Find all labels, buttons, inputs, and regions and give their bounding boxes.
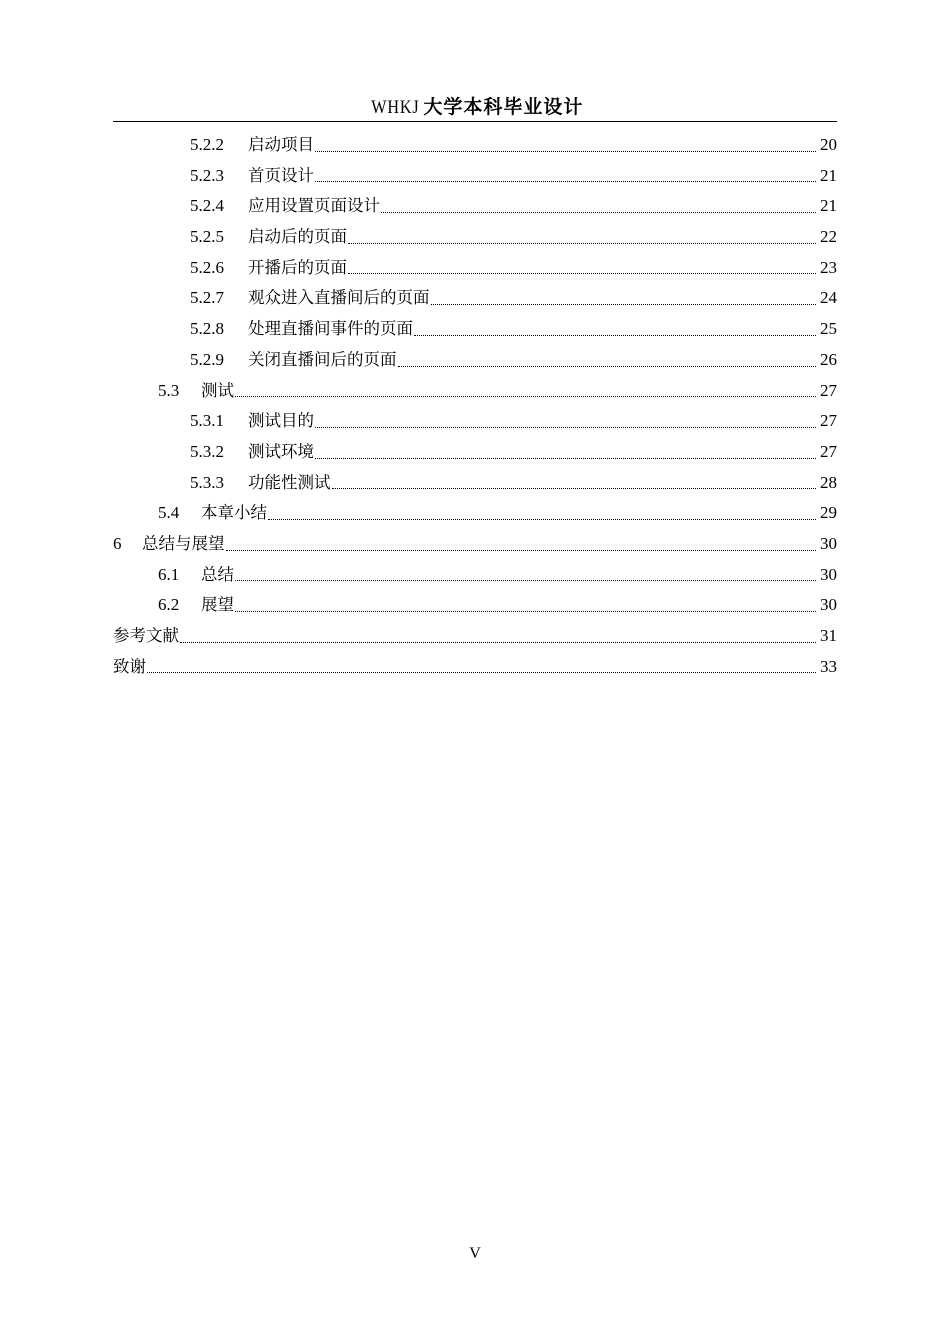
- toc-entry-title: 总结: [201, 564, 234, 584]
- toc-entry[interactable]: [113, 222, 837, 253]
- toc-entry-page: 27: [820, 380, 837, 400]
- toc-entry-page: 30: [820, 564, 837, 584]
- toc-dot-leader: [348, 273, 816, 274]
- toc-entry-number: 5.2.4: [190, 196, 224, 216]
- toc-entry-title: 应用设置页面设计: [248, 196, 380, 216]
- toc-dot-leader: [381, 212, 816, 213]
- toc-entry[interactable]: [113, 314, 837, 345]
- toc-entry-title: 关闭直播间后的页面: [248, 349, 397, 369]
- toc-dot-leader: [332, 488, 817, 489]
- toc-dot-leader: [315, 151, 816, 152]
- toc-entry-page: 27: [820, 411, 837, 431]
- toc-entry-title: 展望: [201, 595, 234, 615]
- toc-dot-leader: [226, 550, 817, 551]
- toc-dot-leader: [348, 243, 816, 244]
- toc-entry[interactable]: [113, 560, 837, 591]
- toc-entry-number: 5.2.3: [190, 165, 224, 185]
- toc-entry-title: 测试环境: [248, 441, 314, 461]
- toc-entry-page: 24: [820, 288, 837, 308]
- toc-entry[interactable]: [113, 406, 837, 437]
- toc-dot-leader: [431, 304, 817, 305]
- toc-dot-leader: [180, 642, 816, 643]
- toc-entry-title: 致谢: [113, 656, 146, 676]
- toc-entry-title: 测试目的: [248, 411, 314, 431]
- toc-entry-number: 5.3.2: [190, 441, 224, 461]
- toc-entry-title: 启动后的页面: [248, 227, 347, 247]
- toc-entry-number: 5.3.3: [190, 472, 224, 492]
- toc-entry[interactable]: [113, 652, 837, 683]
- toc-dot-leader: [398, 366, 817, 367]
- toc-entry-title: 启动项目: [248, 135, 314, 154]
- toc-dot-leader: [315, 181, 816, 182]
- toc-entry-page: 22: [820, 227, 837, 247]
- page-header: [113, 93, 837, 122]
- toc-entry-title: 总结与展望: [142, 533, 225, 553]
- page-number: V: [469, 1245, 481, 1262]
- toc-entry-page: 30: [820, 595, 837, 615]
- toc-entry-number: 5.4: [158, 503, 180, 523]
- toc-entry-number: 5.2.2: [190, 135, 224, 154]
- toc-entry[interactable]: [113, 283, 837, 314]
- toc-entry-number: 6.1: [158, 564, 180, 584]
- toc-entry-number: 5.3: [158, 380, 180, 400]
- toc-entry[interactable]: [113, 345, 837, 376]
- toc-entry[interactable]: [113, 253, 837, 284]
- toc-entry-page: 31: [820, 626, 837, 645]
- toc-entry[interactable]: [113, 191, 837, 222]
- toc-dot-leader: [147, 672, 816, 673]
- toc-entry-number: 5.2.7: [190, 288, 224, 308]
- toc-entry-number: 6: [113, 533, 122, 553]
- toc-entry[interactable]: [113, 376, 837, 407]
- toc-entry-number: 5.3.1: [190, 411, 224, 431]
- table-of-contents: [113, 130, 837, 682]
- toc-entry[interactable]: [113, 437, 837, 468]
- toc-entry[interactable]: [113, 590, 837, 621]
- toc-entry-number: 5.2.5: [190, 227, 224, 247]
- toc-entry-page: 20: [820, 135, 837, 154]
- toc-entry-page: 27: [820, 441, 837, 461]
- toc-entry-title: 功能性测试: [248, 472, 331, 492]
- toc-dot-leader: [235, 580, 816, 581]
- toc-entry-page: 29: [820, 503, 837, 523]
- toc-entry-page: 25: [820, 319, 837, 339]
- toc-entry[interactable]: [113, 468, 837, 499]
- toc-entry-title: 开播后的页面: [248, 257, 347, 277]
- toc-dot-leader: [235, 396, 816, 397]
- toc-entry-title: 首页设计: [248, 165, 314, 185]
- toc-entry[interactable]: [113, 161, 837, 192]
- toc-entry[interactable]: [113, 130, 837, 161]
- header-school-code: WHKJ: [370, 97, 420, 118]
- toc-dot-leader: [315, 427, 816, 428]
- toc-dot-leader: [315, 458, 816, 459]
- toc-entry-page: 23: [820, 257, 837, 277]
- toc-entry-number: 5.2.9: [190, 349, 224, 369]
- toc-dot-leader: [414, 335, 816, 336]
- toc-entry-page: 26: [820, 349, 837, 369]
- toc-entry[interactable]: [113, 529, 837, 560]
- toc-dot-leader: [235, 611, 816, 612]
- toc-dot-leader: [268, 519, 816, 520]
- toc-entry-page: 33: [820, 656, 837, 676]
- toc-entry-page: 21: [820, 196, 837, 216]
- toc-entry-title: 处理直播间事件的页面: [248, 319, 413, 339]
- toc-entry-title: 参考文献: [113, 626, 179, 645]
- toc-entry-title: 本章小结: [201, 503, 267, 523]
- toc-entry-number: 6.2: [158, 595, 180, 615]
- toc-entry-page: 28: [820, 472, 837, 492]
- toc-entry-title: 测试: [201, 380, 234, 400]
- toc-entry-page: 21: [820, 165, 837, 185]
- header-title: 大学本科毕业设计: [423, 96, 584, 118]
- toc-entry-title: 观众进入直播间后的页面: [248, 288, 430, 308]
- toc-entry[interactable]: [113, 498, 837, 529]
- toc-entry-number: 5.2.8: [190, 319, 224, 339]
- toc-entry-page: 30: [820, 533, 837, 553]
- toc-entry[interactable]: [113, 621, 837, 652]
- toc-entry-number: 5.2.6: [190, 257, 224, 277]
